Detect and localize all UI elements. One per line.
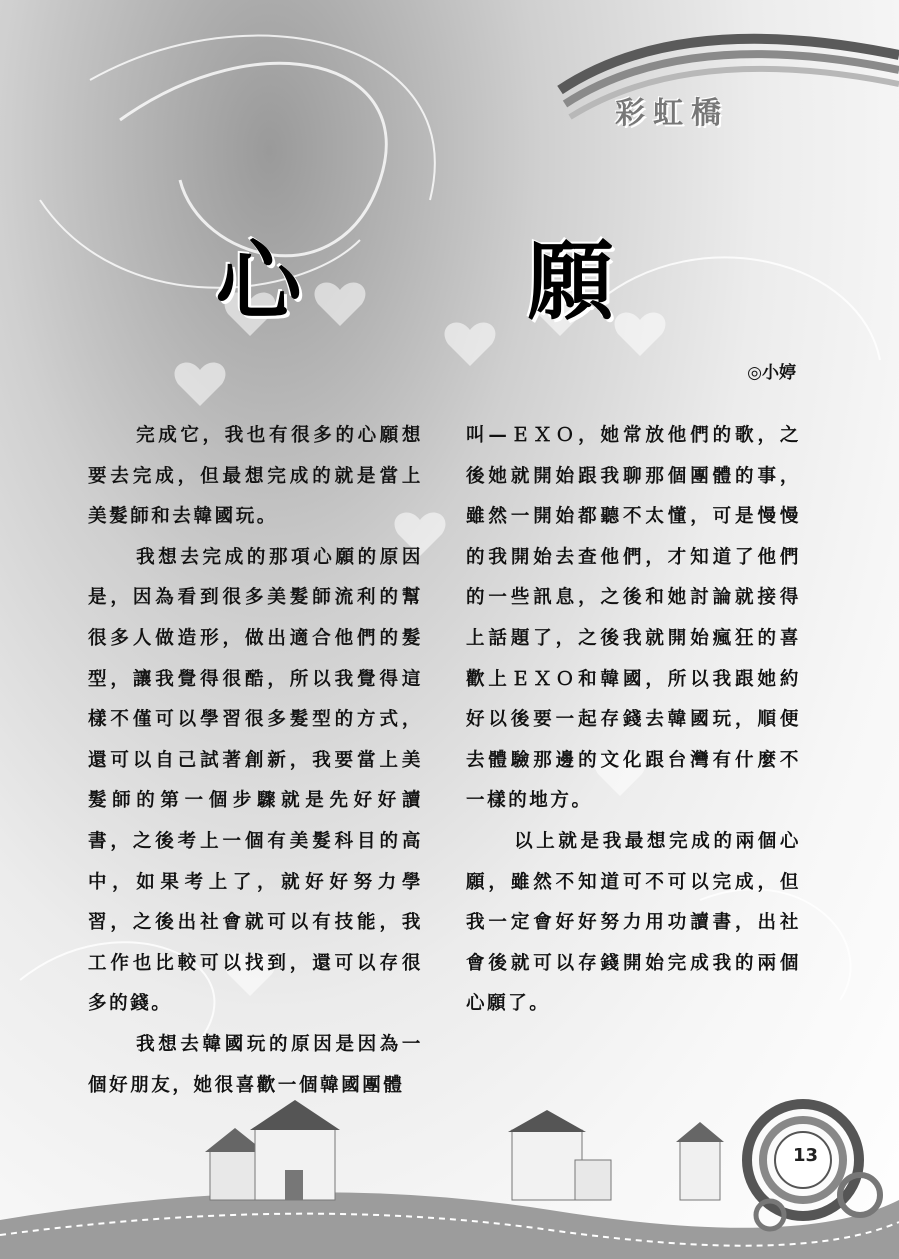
paragraph: 完成它，我也有很多的心願想要去完成，但最想完成的就是當上美髮師和去韓國玩。 xyxy=(88,425,423,528)
paragraph: 我想去韓國玩的原因是因為一個好朋友，她很喜歡一個韓國團體 xyxy=(88,1033,423,1096)
text-column-left xyxy=(88,416,423,1106)
paragraph: 叫—ＥＸＯ，她常放他們的歌，之後她就開始跟我聊那個團體的事，雖然一開始都聽不太懂，可是慢慢的我開始去查他們，才知道了他們的一些訊息，之後和她討論就接得上話題了，之後我就開始瘋狂的喜歡上ＥＸＯ和韓國，所以我跟她約好以後要一起存錢去韓國玩，順便去體驗那邊的文化跟台灣有什麼不一樣的地方。 xyxy=(466,425,801,812)
article-title: 心 願 xyxy=(215,232,684,332)
text-column-right xyxy=(466,416,801,1025)
rainbow-arc-decoration xyxy=(560,39,899,117)
paragraph: 以上就是我最想完成的兩個心願，雖然不知道可不可以完成，但我一定會好好努力用功讀書，出社會後就可以存錢開始完成我的兩個心願了。 xyxy=(466,830,801,1015)
circle-decoration xyxy=(747,1104,880,1229)
column-label: 彩虹橋 xyxy=(615,96,729,131)
author-byline: ◎小婷 xyxy=(747,363,796,383)
paragraph: 我想去完成的那項心願的原因是，因為看到很多美髮師流利的幫很多人做造形，做出適合他們的髮型，讓我覺得很酷，所以我覺得這樣不僅可以學習很多髮型的方式，還可以自己試著創新，我要當上美髮師的第一個步驟就是先好好讀書，之後考上一個有美髮科目的高中，如果考上了，就好好努力學習，之後出社會就可以有技能，我工作也比較可以找到，還可以存很多的錢。 xyxy=(88,546,423,1015)
house-illustration xyxy=(205,1100,724,1200)
page-number: 13 xyxy=(793,1145,819,1166)
